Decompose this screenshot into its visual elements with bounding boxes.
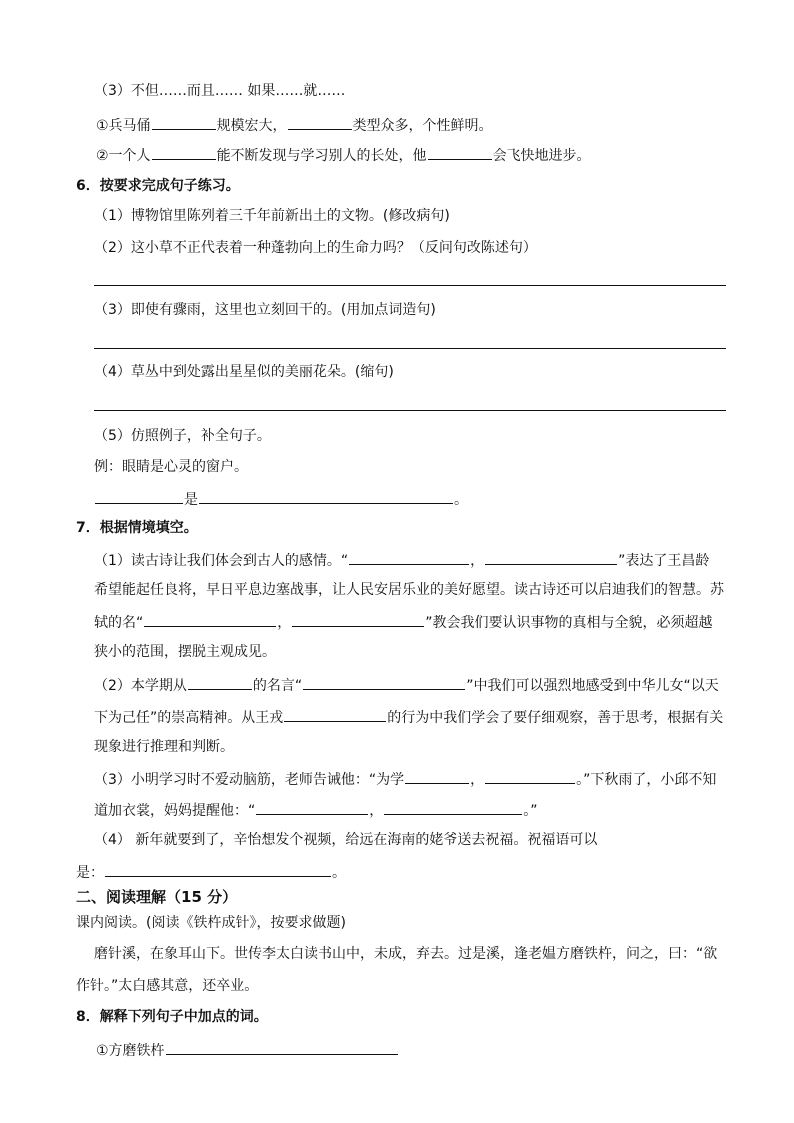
answer-blank[interactable] [105, 860, 331, 877]
q7-p3-line-2 [94, 798, 538, 820]
q7-p1-line-4: 狭小的范围，摆脱主观成见。 [94, 644, 276, 660]
text-segment: ”教会我们要认识事物的真相与全貌，必须超越 [425, 615, 713, 631]
text-segment: ”表达了王昌龄 [618, 553, 710, 569]
text-segment: ①兵马俑 [96, 118, 151, 134]
text-segment: （1）读古诗让我们体会到古人的感情。“ [94, 553, 349, 569]
answer-blank[interactable] [188, 673, 252, 690]
q7-p4-line-2 [76, 860, 346, 882]
answer-blank[interactable] [405, 767, 469, 784]
passage-line-1: 磨针溪，在象耳山下。世传李太白读书山中，未成，弃去。过是溪，逢老媪方磨铁杵，问之，曰：“欲 [94, 946, 718, 962]
q6-sentence-4: （4）草丛中到处露出星星似的美丽花朵。(缩句) [94, 364, 394, 380]
answer-blank[interactable] [284, 705, 386, 722]
text-segment: 下为己任”的崇高精神。从王戎 [94, 710, 284, 726]
q5-3-header: （3）不但……而且…… 如果……就…… [94, 83, 346, 99]
q5-3-item-1 [96, 113, 493, 135]
answer-line[interactable] [94, 285, 726, 286]
q7-title: 7．根据情境填空。 [76, 520, 198, 536]
text-segment: ， [277, 615, 292, 631]
text-segment: 类型众多，个性鲜明。 [352, 118, 493, 134]
answer-blank[interactable] [303, 673, 465, 690]
q8-title: 8．解释下列句子中加点的词。 [76, 1009, 268, 1025]
answer-blank[interactable] [349, 548, 469, 565]
text-segment: 。”下秋雨了，小邱不知 [576, 772, 717, 788]
text-segment: 规模宏大， [216, 118, 287, 134]
answer-blank[interactable] [485, 548, 617, 565]
answer-blank[interactable] [152, 113, 216, 130]
q8-item-1 [96, 1038, 399, 1060]
text-segment: 的行为中我们学会了要仔细观察，善于思考，根据有关 [387, 710, 724, 726]
answer-blank[interactable] [292, 610, 424, 627]
text-segment: ②一个人 [96, 148, 151, 164]
text-segment: 。” [523, 803, 538, 819]
q7-p1-line-2: 希望能起任良将，早日平息边塞战事，让人民安居乐业的美好愿望。读古诗还可以启迪我们的智慧。苏 [94, 582, 724, 598]
text-segment: ， [369, 803, 384, 819]
answer-blank[interactable] [95, 487, 183, 504]
q6-sentence-2: （2）这小草不正代表着一种蓬勃向上的生命力吗？（反问句改陈述句） [94, 240, 537, 256]
q7-p3-line-1 [94, 767, 716, 789]
answer-blank[interactable] [428, 143, 492, 160]
section-two-heading: 二、阅读理解（15 分） [76, 888, 238, 906]
text-segment: 是： [76, 865, 104, 881]
section-two-intro: 课内阅读。(阅读《铁杵成针》，按要求做题) [76, 915, 346, 931]
text-segment: 。 [332, 865, 346, 881]
q6-sentence-5: （5）仿照例子，补全句子。 [94, 428, 271, 444]
text-segment: 道加衣裳，妈妈提醒他：“ [94, 803, 256, 819]
text-segment: 能不断发现与学习别人的长处，他 [216, 148, 427, 164]
answer-blank[interactable] [166, 1038, 398, 1055]
q6-title: 6．按要求完成句子练习。 [76, 178, 240, 194]
text-segment: ①方磨铁杵 [96, 1043, 165, 1059]
q6-fill-line [94, 487, 468, 509]
answer-blank[interactable] [144, 610, 276, 627]
text-segment: （2）本学期从 [94, 678, 187, 694]
q7-p4-line-1: （4） 新年就要到了，辛怡想发个视频，给远在海南的姥爷送去祝福。祝福语可以 [94, 832, 598, 848]
answer-blank[interactable] [199, 487, 453, 504]
answer-blank[interactable] [256, 798, 368, 815]
text-segment: 会飞快地进步。 [492, 148, 591, 164]
q7-p2-line-1 [94, 673, 719, 695]
q5-3-item-2 [96, 143, 591, 165]
q6-example: 例：眼睛是心灵的窗户。 [94, 459, 248, 475]
answer-blank[interactable] [485, 767, 575, 784]
answer-blank[interactable] [288, 113, 352, 130]
q6-sentence-1: （1）博物馆里陈列着三千年前新出土的文物。(修改病句) [94, 208, 450, 224]
q7-p2-line-2 [94, 705, 723, 727]
q6-sentence-3: （3）即使有骤雨，这里也立刻回干的。(用加点词造句) [94, 302, 436, 318]
answer-blank[interactable] [152, 143, 216, 160]
answer-blank[interactable] [384, 798, 522, 815]
text-segment: 轼的名“ [94, 615, 144, 631]
text-segment: 。 [454, 492, 468, 508]
text-segment: 的名言“ [252, 678, 303, 694]
q7-p1-line-3 [94, 610, 713, 632]
passage-line-2: 作针。”太白感其意，还卒业。 [76, 978, 259, 994]
answer-line[interactable] [94, 348, 726, 349]
text-segment: ”中我们可以强烈地感受到中华儿女“以天 [466, 678, 719, 694]
q7-p2-line-3: 现象进行推理和判断。 [94, 739, 234, 755]
text-segment: 是 [184, 492, 198, 508]
answer-line[interactable] [94, 410, 726, 411]
text-segment: ， [470, 772, 485, 788]
text-segment: （3）小明学习时不爱动脑筋，老师告诫他：“为学 [94, 772, 405, 788]
text-segment: ， [470, 553, 485, 569]
q7-p1-line-1 [94, 548, 709, 570]
